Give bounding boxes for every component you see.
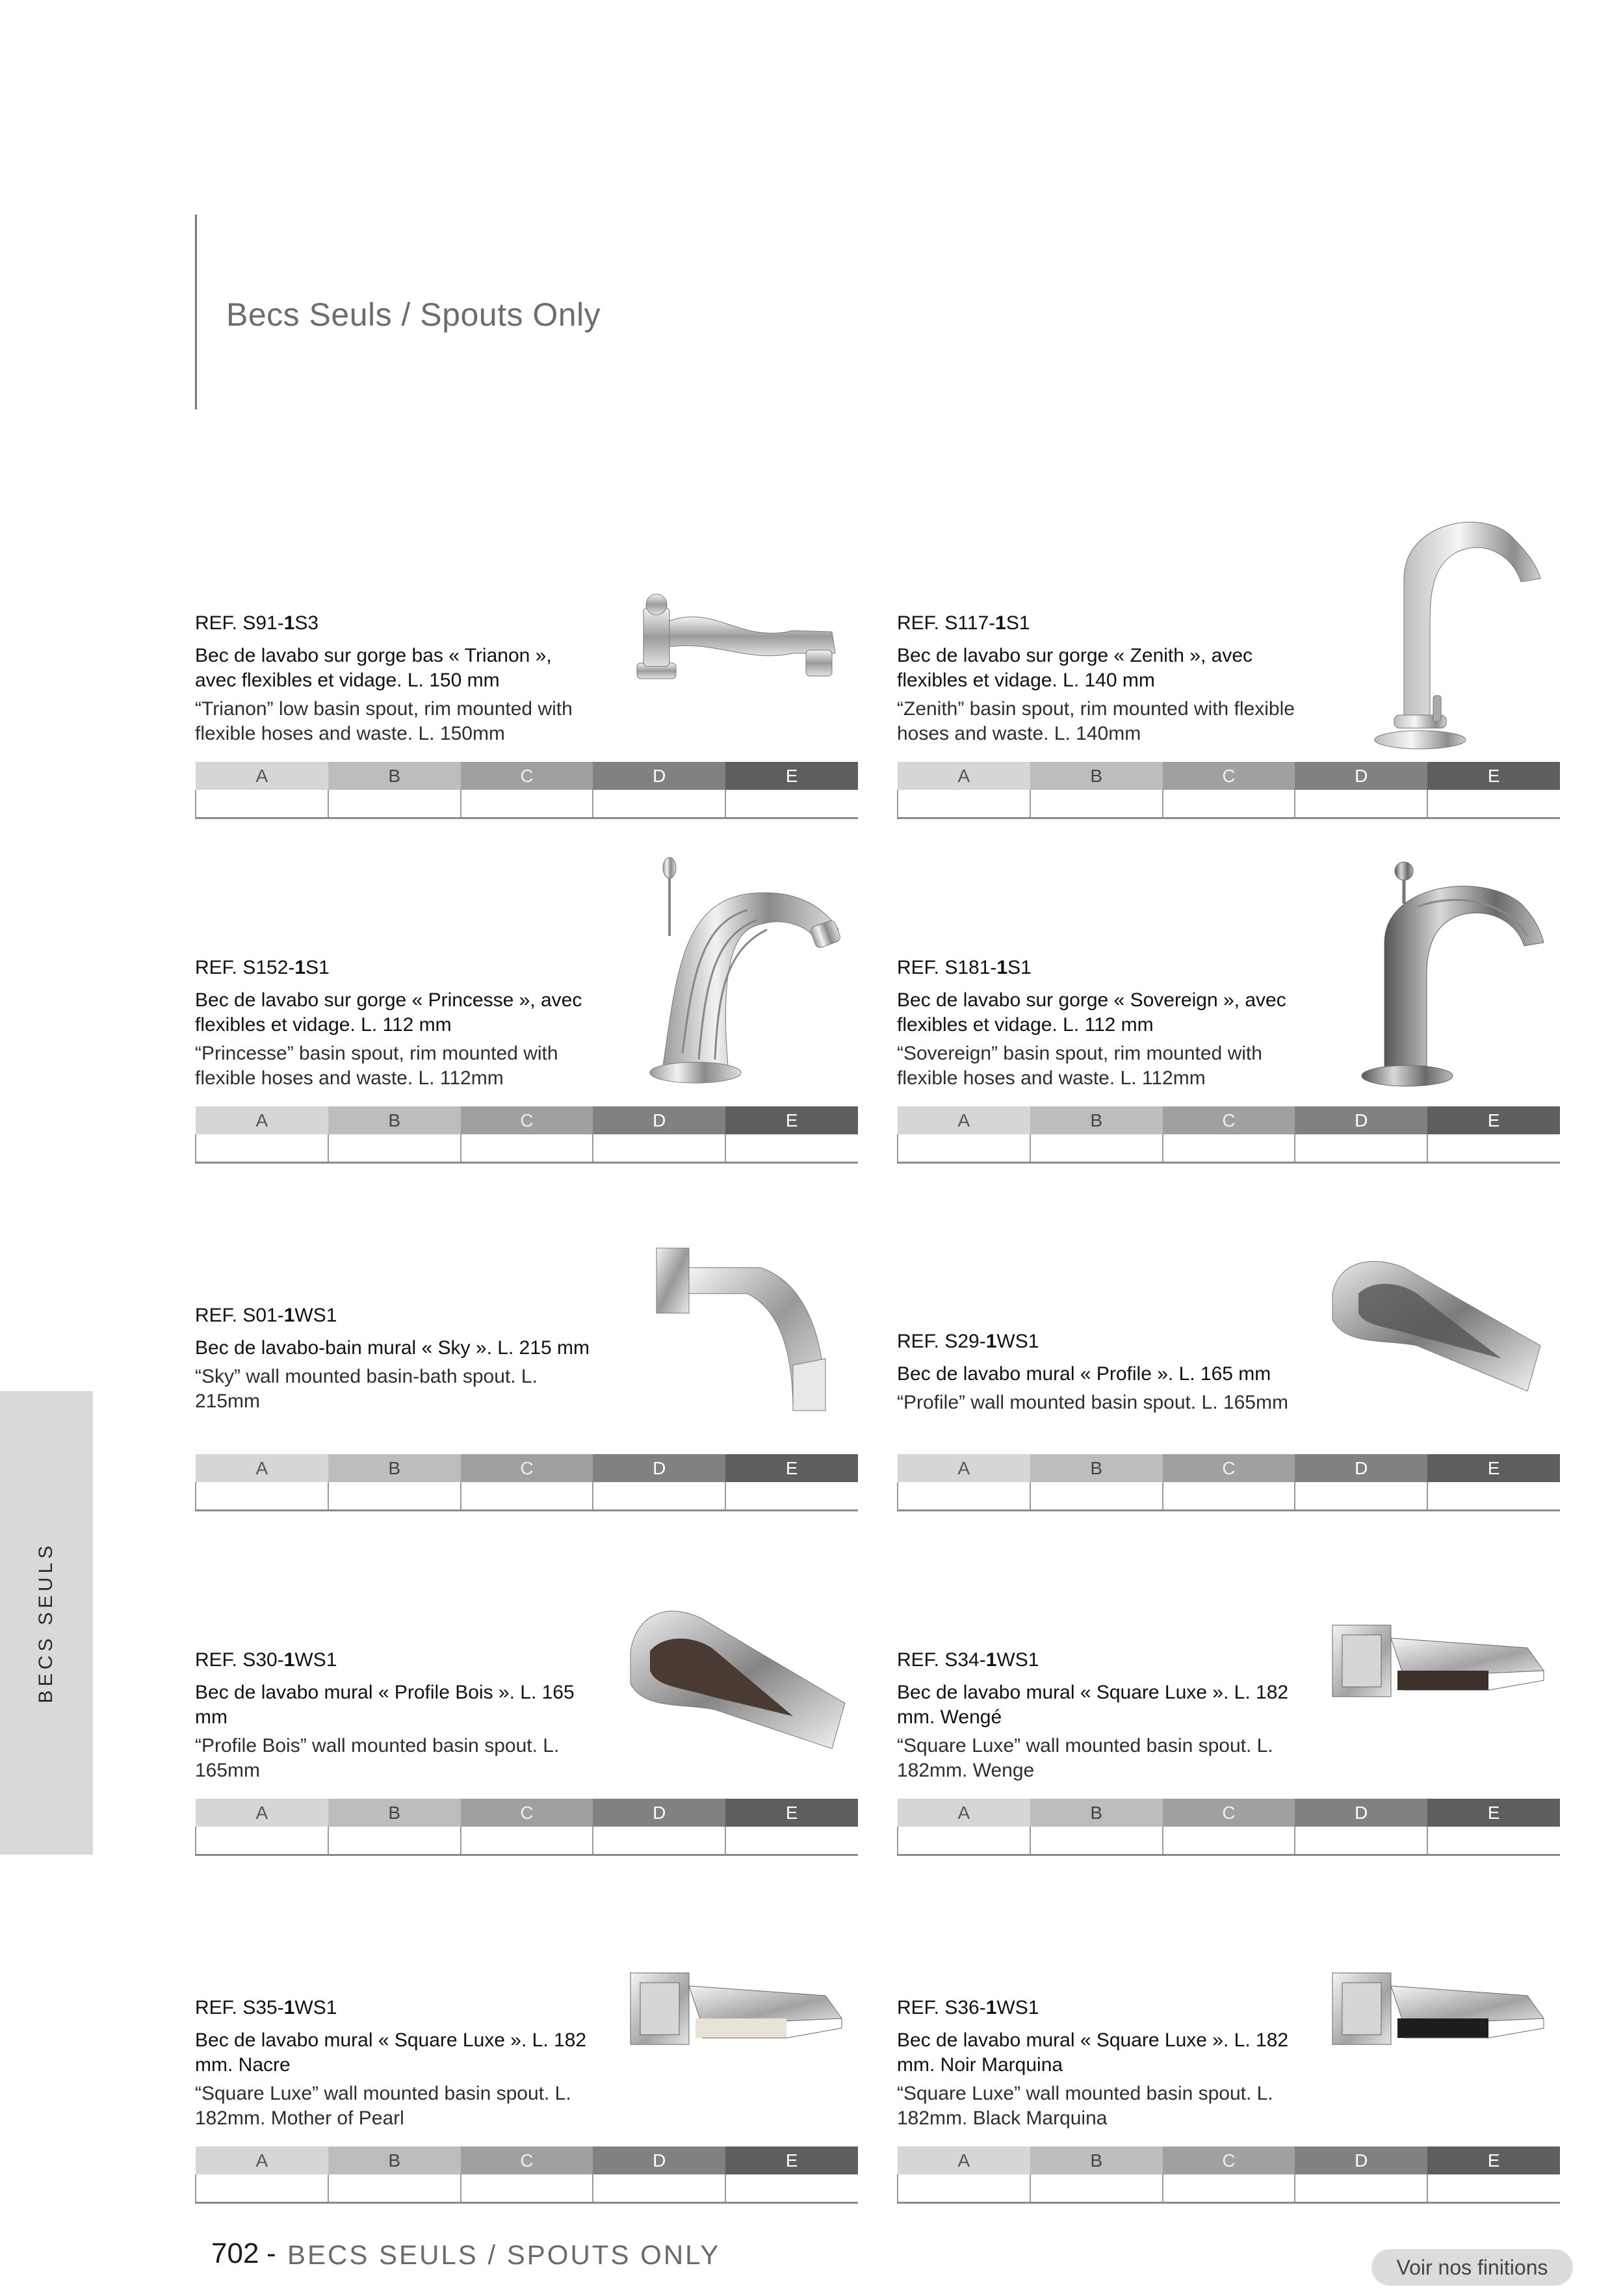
finish-cell bbox=[1295, 2174, 1427, 2203]
finish-header-e: E bbox=[1427, 1106, 1560, 1134]
finishes-table bbox=[195, 2146, 858, 2204]
product-description-fr: Bec de lavabo-bain mural « Sky ». L. 215 mm bbox=[195, 1337, 590, 1359]
product-description-en: “Trianon” low basin spout, rim mounted with flexible hoses and waste. L. 150mm bbox=[195, 698, 573, 744]
product-card bbox=[195, 501, 858, 819]
finish-cell bbox=[1295, 790, 1427, 818]
finish-header-c: C bbox=[1163, 2146, 1295, 2174]
finish-header-d: D bbox=[1295, 1106, 1427, 1134]
finish-cell bbox=[1163, 1134, 1295, 1163]
finish-header-c: C bbox=[461, 1799, 593, 1827]
finish-header-d: D bbox=[1295, 1454, 1427, 1482]
product-description-fr: Bec de lavabo mural « Square Luxe ». L. 182 mm. Noir Marquina bbox=[897, 2029, 1289, 2076]
product-description-en: “Zenith” basin spout, rim mounted with flexible hoses and waste. L. 140mm bbox=[897, 698, 1295, 744]
header-divider bbox=[195, 215, 197, 410]
finish-cell bbox=[1163, 1482, 1295, 1511]
product-text bbox=[195, 1303, 598, 1414]
finish-cell bbox=[898, 1827, 1030, 1855]
product-ref: REF. S117-1S1 bbox=[897, 612, 1030, 634]
finish-cell bbox=[461, 1827, 593, 1855]
finish-cell bbox=[461, 1482, 593, 1511]
finish-header-c: C bbox=[461, 1454, 593, 1482]
footer-section-title: BECS SEULS / SPOUTS ONLY bbox=[287, 2239, 721, 2270]
finish-header-b: B bbox=[328, 1454, 461, 1482]
finish-header-d: D bbox=[1295, 2146, 1427, 2174]
product-description-fr: Bec de lavabo mural « Square Luxe ». L. 182 mm. Nacre bbox=[195, 2029, 587, 2076]
product-description-en: “Square Luxe” wall mounted basin spout. L. 182mm. Wenge bbox=[897, 1735, 1273, 1781]
product-card bbox=[195, 845, 858, 1164]
product-ref: REF. S01-1WS1 bbox=[195, 1305, 337, 1326]
finish-header-a: A bbox=[898, 2146, 1030, 2174]
finish-cell bbox=[725, 790, 858, 818]
finish-cell bbox=[328, 2174, 461, 2203]
finish-header-b: B bbox=[328, 762, 461, 790]
product-description-en: “Princesse” basin spout, rim mounted with flexible hoses and waste. L. 112mm bbox=[195, 1043, 558, 1089]
product-text bbox=[195, 611, 598, 746]
finish-cell bbox=[328, 1482, 461, 1511]
finish-cell bbox=[1427, 1482, 1560, 1511]
product-description-fr: Bec de lavabo mural « Square Luxe ». L. 182 mm. Wengé bbox=[897, 1682, 1289, 1728]
product-image bbox=[1319, 845, 1560, 1105]
finish-cell bbox=[593, 1134, 725, 1163]
finish-header-a: A bbox=[196, 2146, 328, 2174]
product-card bbox=[195, 1541, 858, 1856]
finish-header-d: D bbox=[1295, 1799, 1427, 1827]
finish-cell bbox=[898, 1134, 1030, 1163]
finish-header-e: E bbox=[725, 762, 858, 790]
product-card bbox=[897, 1888, 1560, 2204]
finish-header-e: E bbox=[725, 1454, 858, 1482]
finish-cell bbox=[1427, 1827, 1560, 1855]
product-description-en: “Sovereign” basin spout, rim mounted with flexible hoses and waste. L. 112mm bbox=[897, 1043, 1262, 1089]
product-text bbox=[897, 956, 1300, 1091]
finish-header-c: C bbox=[461, 2146, 593, 2174]
finish-cell bbox=[1427, 2174, 1560, 2203]
product-ref: REF. S29-1WS1 bbox=[897, 1331, 1039, 1352]
finish-header-d: D bbox=[593, 762, 725, 790]
product-ref: REF. S35-1WS1 bbox=[195, 1997, 337, 2018]
finish-cell bbox=[328, 1134, 461, 1163]
product-ref: REF. S36-1WS1 bbox=[897, 1997, 1039, 2018]
finish-cell bbox=[196, 1482, 328, 1511]
finish-cell bbox=[196, 2174, 328, 2203]
view-finishes-button[interactable]: Voir nos finitions bbox=[1371, 2249, 1573, 2286]
finish-cell bbox=[1295, 1134, 1427, 1163]
product-card bbox=[897, 1196, 1560, 1511]
finish-header-e: E bbox=[725, 2146, 858, 2174]
finish-header-e: E bbox=[725, 1106, 858, 1134]
product-ref: REF. S152-1S1 bbox=[195, 957, 330, 978]
product-ref: REF. S34-1WS1 bbox=[897, 1649, 1039, 1671]
finish-cell bbox=[328, 1827, 461, 1855]
product-description-fr: Bec de lavabo sur gorge bas « Trianon », avec flexibles et vidage. L. 150 mm bbox=[195, 645, 552, 691]
finishes-table bbox=[897, 762, 1560, 819]
finishes-table bbox=[195, 1454, 858, 1511]
finish-cell bbox=[196, 1827, 328, 1855]
finish-header-d: D bbox=[593, 1106, 725, 1134]
product-image bbox=[617, 559, 858, 741]
finish-cell bbox=[898, 1482, 1030, 1511]
product-ref: REF. S181-1S1 bbox=[897, 957, 1032, 978]
finishes-table bbox=[897, 1106, 1560, 1164]
finish-header-e: E bbox=[725, 1799, 858, 1827]
product-card bbox=[195, 1196, 858, 1511]
finish-cell bbox=[725, 1482, 858, 1511]
product-description-fr: Bec de lavabo sur gorge « Sovereign », avec flexibles et vidage. L. 112 mm bbox=[897, 989, 1286, 1036]
finish-header-c: C bbox=[461, 1106, 593, 1134]
finish-header-b: B bbox=[1030, 2146, 1163, 2174]
finish-cell bbox=[1163, 2174, 1295, 2203]
finish-cell bbox=[1030, 790, 1163, 818]
product-ref: REF. S30-1WS1 bbox=[195, 1649, 337, 1671]
finish-header-b: B bbox=[1030, 762, 1163, 790]
finish-header-a: A bbox=[196, 1454, 328, 1482]
finish-header-e: E bbox=[1427, 1454, 1560, 1482]
product-card bbox=[897, 1541, 1560, 1856]
finish-cell bbox=[196, 790, 328, 818]
finishes-table bbox=[897, 1454, 1560, 1511]
product-image bbox=[617, 1888, 858, 2083]
finishes-table bbox=[195, 1799, 858, 1856]
finishes-table bbox=[897, 2146, 1560, 2204]
product-description-en: “Sky” wall mounted basin-bath spout. L. 215mm bbox=[195, 1366, 538, 1412]
product-text bbox=[897, 1648, 1300, 1783]
product-image bbox=[617, 845, 858, 1105]
product-text bbox=[897, 611, 1300, 746]
product-image bbox=[1319, 501, 1560, 761]
finish-cell bbox=[593, 1482, 725, 1511]
product-description-fr: Bec de lavabo mural « Profile Bois ». L. 165 mm bbox=[195, 1682, 575, 1728]
finish-cell bbox=[593, 2174, 725, 2203]
finish-header-a: A bbox=[898, 762, 1030, 790]
finish-cell bbox=[593, 1827, 725, 1855]
product-image bbox=[1319, 1196, 1560, 1430]
product-image bbox=[617, 1541, 858, 1775]
finish-header-c: C bbox=[1163, 1454, 1295, 1482]
finish-header-d: D bbox=[593, 1799, 725, 1827]
finish-cell bbox=[1030, 1827, 1163, 1855]
finish-header-e: E bbox=[1427, 1799, 1560, 1827]
finish-cell bbox=[898, 790, 1030, 818]
finish-cell bbox=[1030, 1134, 1163, 1163]
product-card bbox=[897, 845, 1560, 1164]
finish-cell bbox=[725, 2174, 858, 2203]
finishes-table bbox=[195, 762, 858, 819]
finish-cell bbox=[196, 1134, 328, 1163]
finish-cell bbox=[725, 1827, 858, 1855]
product-description-fr: Bec de lavabo sur gorge « Zenith », avec flexibles et vidage. L. 140 mm bbox=[897, 645, 1253, 691]
finish-header-e: E bbox=[1427, 762, 1560, 790]
product-text bbox=[897, 1996, 1300, 2131]
finish-cell bbox=[1295, 1827, 1427, 1855]
finish-header-c: C bbox=[461, 762, 593, 790]
finish-cell bbox=[461, 2174, 593, 2203]
page-title: Becs Seuls / Spouts Only bbox=[226, 296, 601, 333]
product-image bbox=[1319, 1888, 1560, 2083]
finish-header-e: E bbox=[1427, 2146, 1560, 2174]
finish-header-a: A bbox=[898, 1454, 1030, 1482]
finish-cell bbox=[1030, 1482, 1163, 1511]
finish-header-a: A bbox=[898, 1106, 1030, 1134]
finish-cell bbox=[1427, 790, 1560, 818]
finish-cell bbox=[725, 1134, 858, 1163]
finish-cell bbox=[1295, 1482, 1427, 1511]
product-card bbox=[897, 501, 1560, 819]
product-card bbox=[195, 1888, 858, 2204]
product-description-en: “Square Luxe” wall mounted basin spout. L. 182mm. Black Marquina bbox=[897, 2083, 1273, 2129]
finish-header-d: D bbox=[1295, 762, 1427, 790]
finish-cell bbox=[461, 790, 593, 818]
product-image bbox=[1319, 1541, 1560, 1736]
finish-cell bbox=[1030, 2174, 1163, 2203]
product-text bbox=[897, 1329, 1300, 1415]
finish-header-b: B bbox=[328, 1799, 461, 1827]
finish-cell bbox=[1163, 790, 1295, 818]
product-description-fr: Bec de lavabo sur gorge « Princesse », avec flexibles et vidage. L. 112 mm bbox=[195, 989, 582, 1036]
finish-cell bbox=[898, 2174, 1030, 2203]
finish-header-a: A bbox=[196, 762, 328, 790]
product-description-en: “Profile Bois” wall mounted basin spout. L. 165mm bbox=[195, 1735, 560, 1781]
finish-header-b: B bbox=[1030, 1454, 1163, 1482]
finish-header-c: C bbox=[1163, 1799, 1295, 1827]
product-text bbox=[195, 1996, 598, 2131]
product-description-en: “Profile” wall mounted basin spout. L. 165mm bbox=[897, 1392, 1288, 1413]
finishes-table bbox=[195, 1106, 858, 1164]
finish-cell bbox=[1163, 1827, 1295, 1855]
finish-cell bbox=[1427, 1134, 1560, 1163]
product-description-en: “Square Luxe” wall mounted basin spout. L. 182mm. Mother of Pearl bbox=[195, 2083, 571, 2129]
product-description-fr: Bec de lavabo mural « Profile ». L. 165 mm bbox=[897, 1363, 1271, 1385]
footer-separator: - bbox=[266, 2237, 276, 2269]
product-text bbox=[195, 1648, 598, 1783]
finish-cell bbox=[328, 790, 461, 818]
finish-header-a: A bbox=[196, 1106, 328, 1134]
section-side-tab-label: BECS SEULS bbox=[35, 1541, 57, 1704]
finish-cell bbox=[461, 1134, 593, 1163]
finish-header-a: A bbox=[898, 1799, 1030, 1827]
product-image bbox=[617, 1196, 858, 1443]
finish-header-b: B bbox=[328, 2146, 461, 2174]
finish-header-d: D bbox=[593, 1454, 725, 1482]
page-number: 702 bbox=[211, 2237, 259, 2269]
finishes-table bbox=[897, 1799, 1560, 1856]
finish-header-a: A bbox=[196, 1799, 328, 1827]
finish-header-b: B bbox=[1030, 1799, 1163, 1827]
product-text bbox=[195, 956, 598, 1091]
finish-header-c: C bbox=[1163, 762, 1295, 790]
product-ref: REF. S91-1S3 bbox=[195, 612, 319, 634]
finish-header-d: D bbox=[593, 2146, 725, 2174]
finish-header-b: B bbox=[1030, 1106, 1163, 1134]
finish-header-c: C bbox=[1163, 1106, 1295, 1134]
finish-header-b: B bbox=[328, 1106, 461, 1134]
finish-cell bbox=[593, 790, 725, 818]
